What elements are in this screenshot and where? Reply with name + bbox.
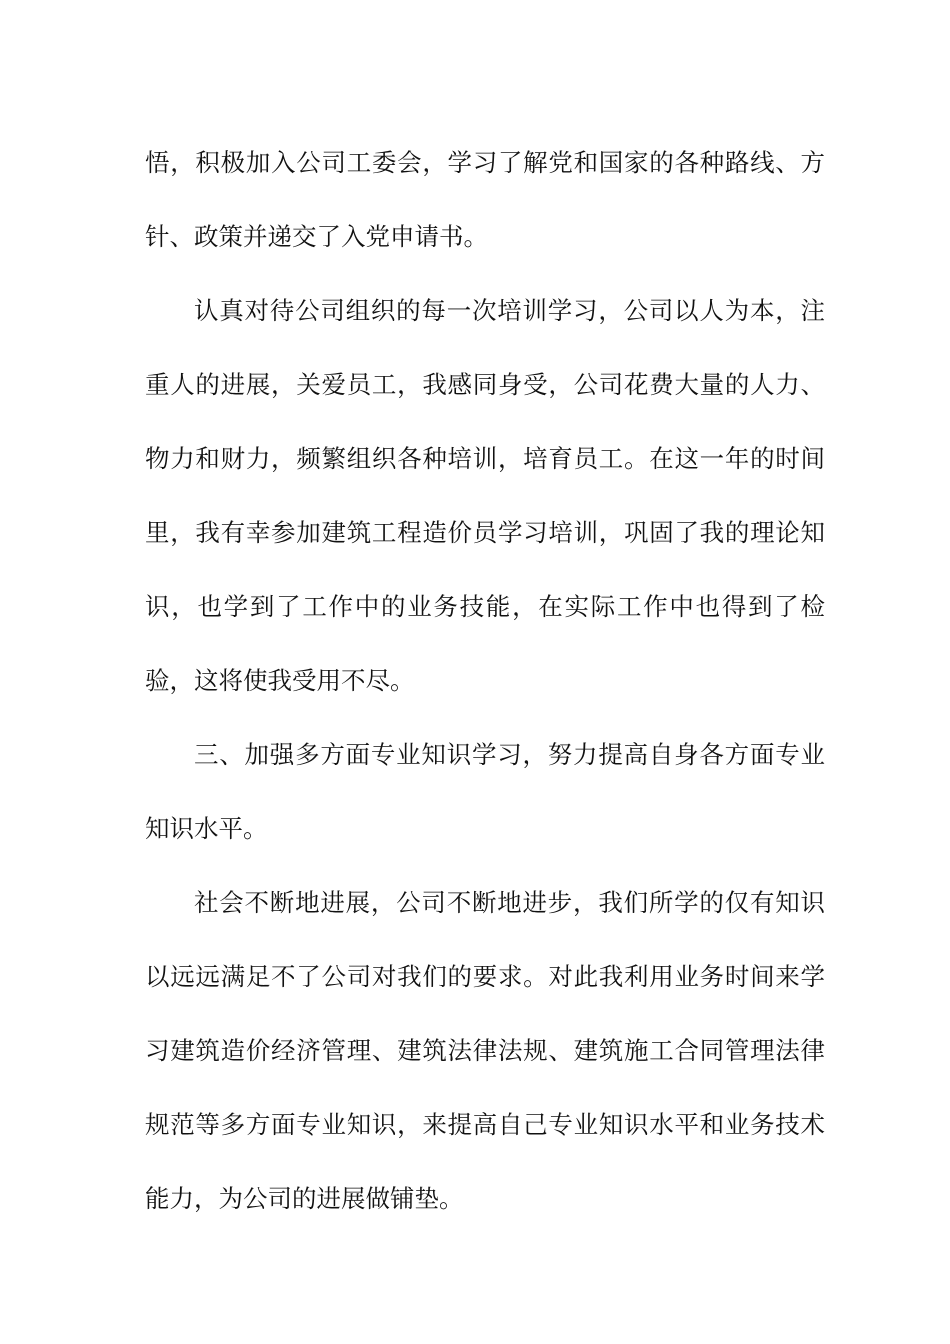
paragraph-1: 悟，积极加入公司工委会，学习了解党和国家的各种路线、方针、政策并递交了入党申请书。: [145, 148, 825, 251]
document-body: [145, 126, 825, 1236]
paragraph-4: 社会不断地进展，公司不断地进步，我们所学的仅有知识以远远满足不了公司对我们的要求。对此我利用业务时间来学习建筑造价经济管理、建筑法律法规、建筑施工合同管理法律规范等多方面专业知识，来提高自己专业知识水平和业务技术能力，为公司的进展做铺垫。: [145, 888, 825, 1213]
paragraph-2: 认真对待公司组织的每一次培训学习，公司以人为本，注重人的进展，关爱员工，我感同身受，公司花费大量的人力、物力和财力，频繁组织各种培训，培育员工。在这一年的时间里，我有幸参加建筑工程造价员学习培训，巩固了我的理论知识，也学到了工作中的业务技能，在实际工作中也得到了检验，这将使我受用不尽。: [145, 296, 825, 695]
paragraph-3: 三、加强多方面专业知识学习，努力提高自身各方面专业知识水平。: [145, 740, 825, 843]
